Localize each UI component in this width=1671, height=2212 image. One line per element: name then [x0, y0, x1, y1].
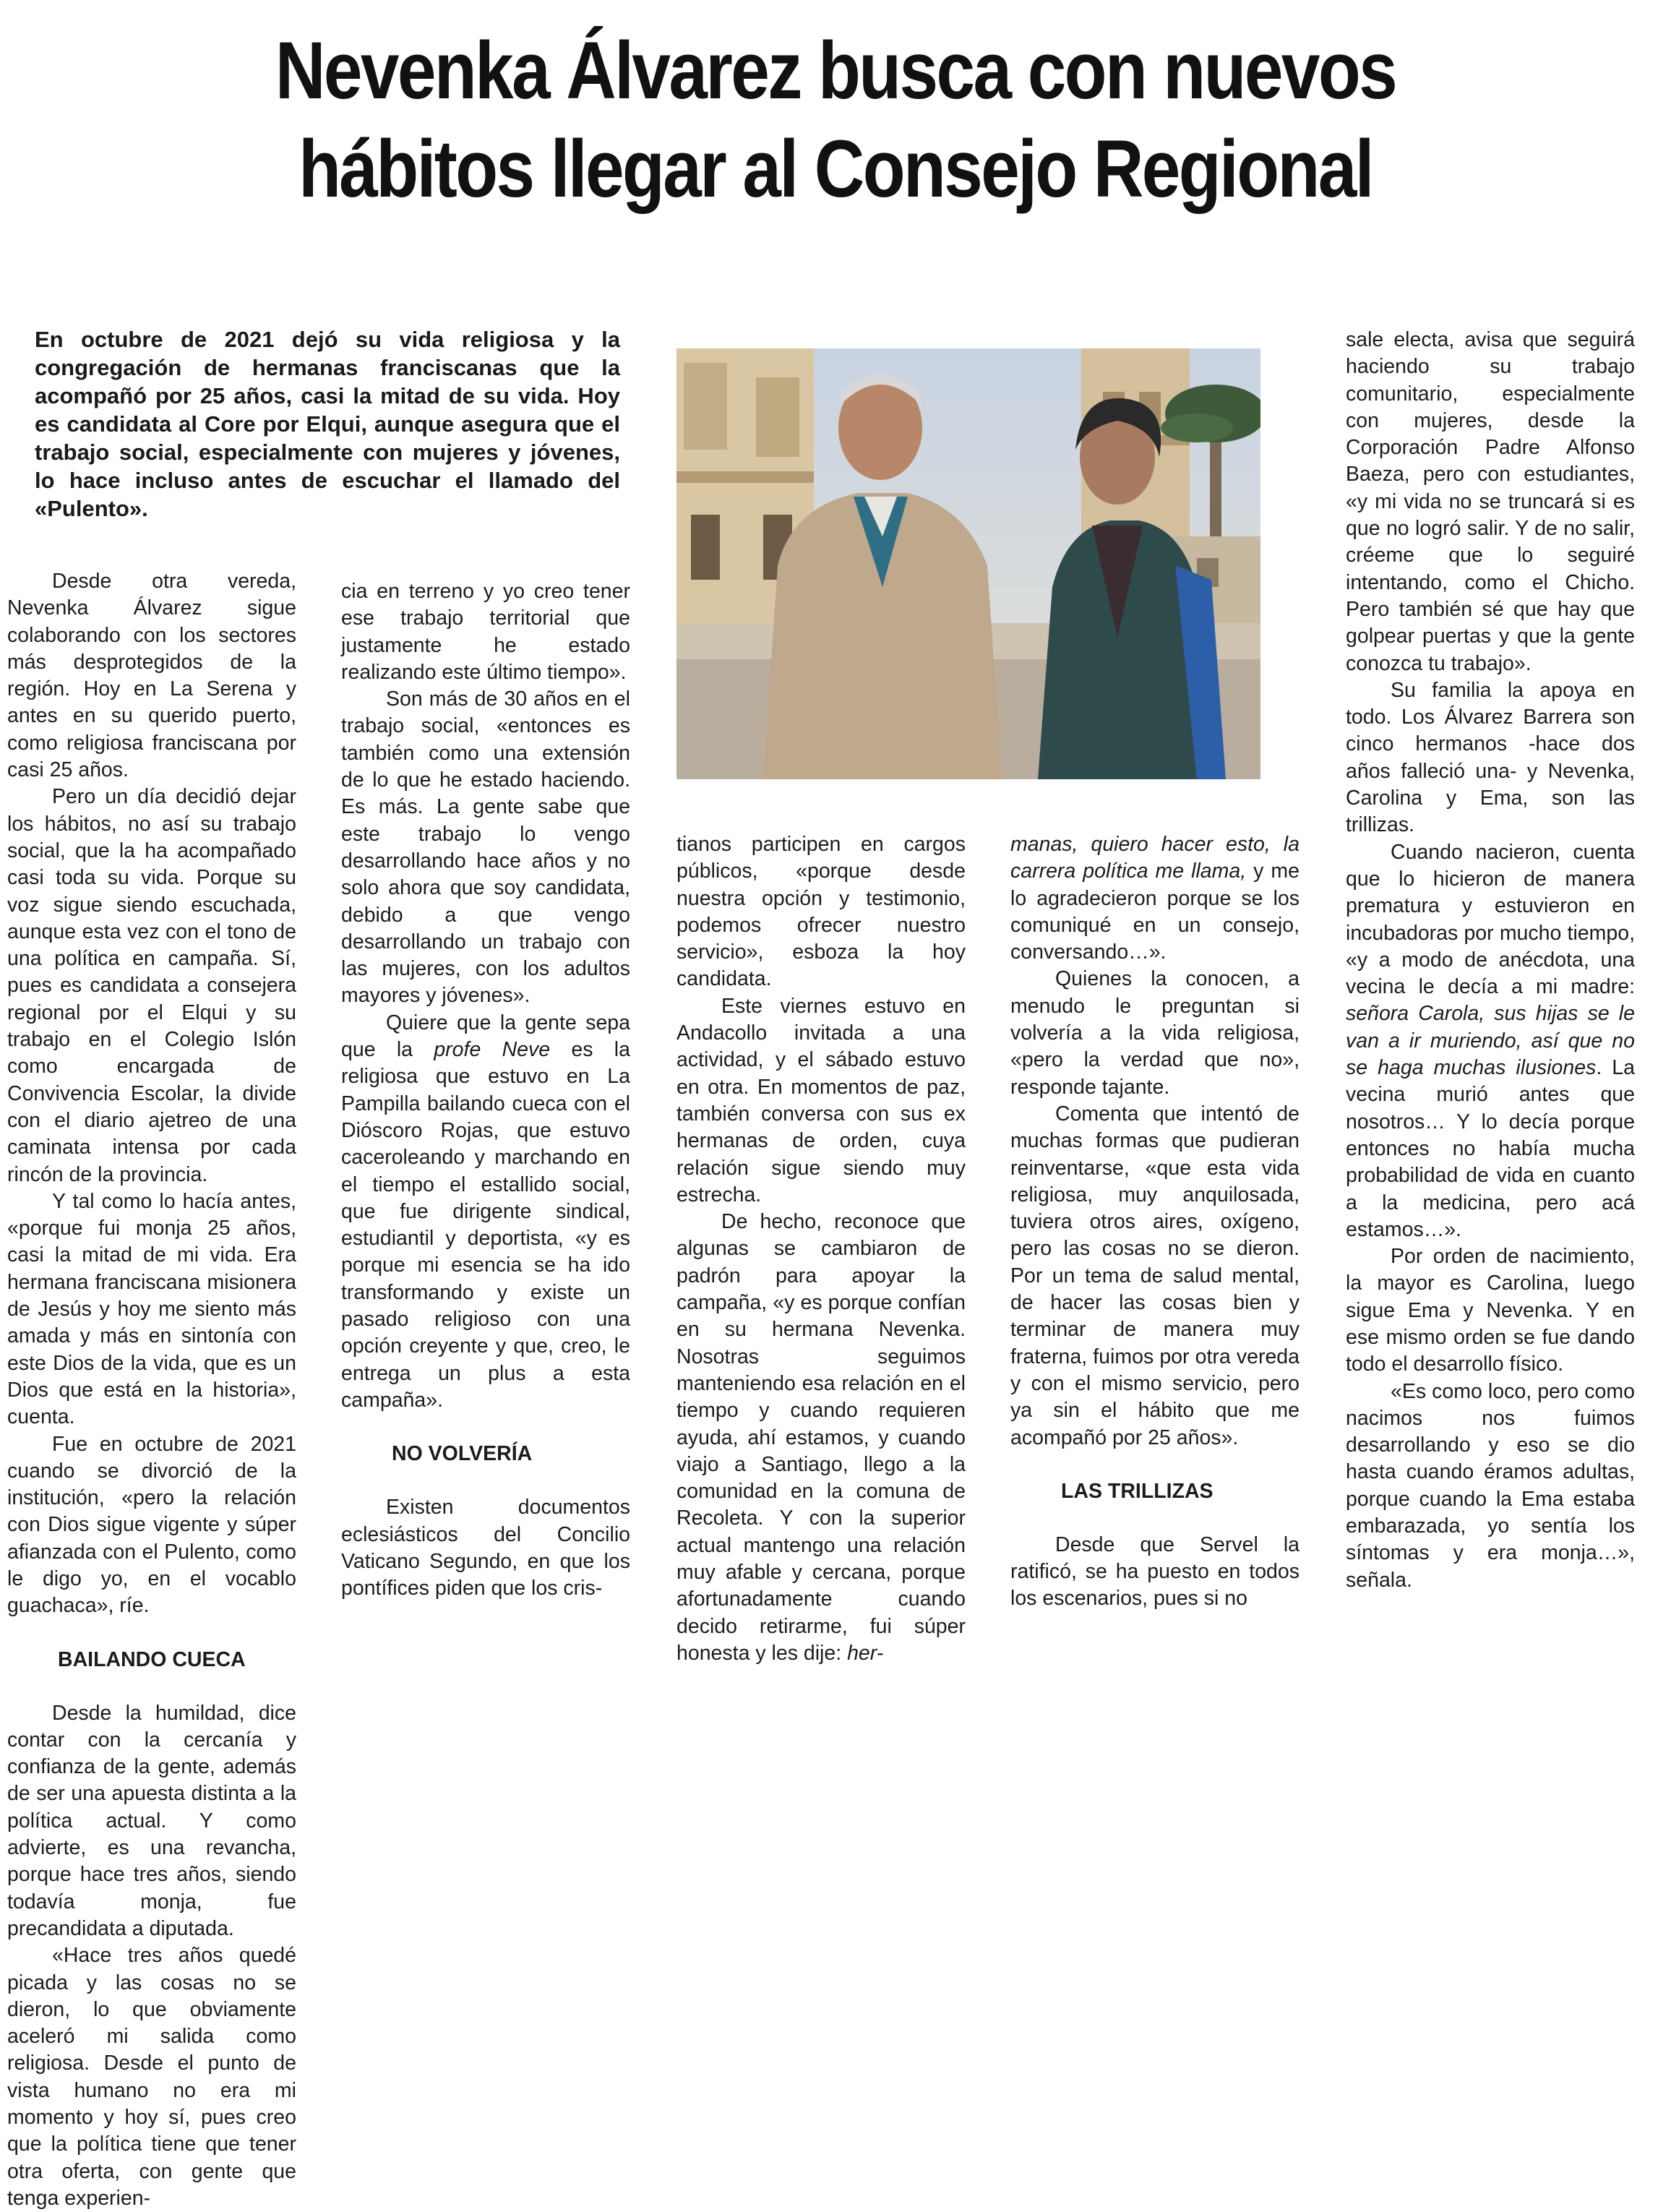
- paragraph: Desde la humildad, dice contar con la cercanía y confianza de la gente, además de ser una apuesta distinta a la política actual. Y como advierte, es una revancha, porque hace tres años, siendo todavía monja, fue precandidata a diputada.: [7, 1701, 296, 1940]
- paragraph: «Es como loco, pero como nacimos nos fuimos desarrollando y eso se dio hasta cuando éramos adultas, porque cuando la Ema estaba embarazada, yo sentía los síntomas y era monja…», señala.: [1346, 1379, 1635, 1592]
- paragraph: Desde que Servel la ratificó, se ha puesto en todos los escenarios, pues si no: [1010, 1532, 1300, 1611]
- text-run: . La vecina murió antes que nosotros… Y lo decía porque entonces no había mucha probabilidad de vida en cuanto a la medicina, pero acá estamos…».: [1346, 1056, 1635, 1241]
- paragraph: Este viernes estuvo en Andacollo invitada a una actividad, y el sábado estuvo en otra. En momentos de paz, también conversa con sus ex hermanas de orden, cuya relación sigue siendo muy estrecha.: [676, 994, 966, 1206]
- paragraph: Fue en octubre de 2021 cuando se divorció de la institución, «pero la relación con Dios sigue vigente y súper afianzada con el Pulento, como le digo yo, en el vocablo guachaca», ríe.: [7, 1432, 296, 1618]
- photo-two-people-in-plaza-icon: [676, 348, 1260, 779]
- column-3: [676, 831, 966, 1667]
- paragraph: [341, 1010, 630, 1414]
- paragraph: Por orden de nacimiento, la mayor es Carolina, luego sigue Ema y Nevenka. Y en ese mismo orden se fue dando todo el desarrollo físico.: [1346, 1245, 1635, 1376]
- headline-line-2: hábitos llegar al Consejo Regional: [298, 124, 1373, 214]
- paragraph: cia en terreno y yo creo tener ese trabajo territorial que justamente he estado realizando este último tiempo».: [341, 580, 630, 684]
- subheading-no-volveria: NO VOLVERÍA: [392, 1442, 533, 1466]
- text-run: Cuando nacieron, cuenta que lo hicieron de manera prematura y estuvieron en incubadoras por mucho tiempo, «y a modo de anécdota, una vecina le decía a mi madre:: [1346, 840, 1635, 999]
- paragraph: Desde otra vereda, Nevenka Álvarez sigue colaborando con los sectores más desprotegidos de la región. Hoy en La Serena y antes en su querido puerto, como religiosa franciscana por casi 25 años.: [7, 570, 296, 782]
- paragraph: Y tal como lo hacía antes, «porque fui monja 25 años, casi la mitad de mi vida. Era hermana franciscana misionera de Jesús y hoy me siento más amada y más en sintonía con este Dios de la vida, que es un Dios que está en la historia», cuenta.: [7, 1189, 296, 1429]
- italic-text: her-: [847, 1641, 884, 1665]
- column-1: [7, 568, 296, 2212]
- paragraph: [676, 1209, 966, 1667]
- lead-paragraph: En octubre de 2021 dejó su vida religiosa y la congregación de hermanas franciscanas que la acompañó por 25 años, casi la mitad de su vida. Hoy es candidata al Core por Elqui, aunque asegura que el trabajo social, especialmente con mujeres y jóvenes, lo hace incluso antes de escuchar el llamado del «Pulento».: [35, 327, 620, 521]
- headline: [117, 22, 1554, 218]
- paragraph: Su familia la apoya en todo. Los Álvarez Barrera son cinco hermanos -hace dos años falleció una- y Nevenka, Carolina y Ema, son las trillizas.: [1346, 678, 1635, 837]
- paragraph: «Hace tres años quedé picada y las cosas no se dieron, lo que obviamente aceleró mi salida como religiosa. Desde el punto de vista humano no era mi momento y hoy sí, pues creo que la política tiene que tener otra oferta, con gente que tenga experien-: [7, 1944, 296, 2210]
- column-2: [341, 578, 630, 1602]
- italic-text: señora Carola, sus hijas se le van a ir muriendo, así que no se haga muchas ilusiones: [1346, 1002, 1635, 1080]
- article-photo: [676, 348, 1260, 779]
- paragraph: Existen documentos eclesiásticos del Concilio Vaticano Segundo, en que los pontífices piden que los cris-: [341, 1496, 630, 1600]
- paragraph: Pero un día decidió dejar los hábitos, no así su trabajo social, que la ha acompañado casi toda su vida. Porque su voz sigue siendo escuchada, aunque esta vez con el tono de una política en campaña. Sí, pues es candidata a consejera regional por el Elqui y su trabajo en el Colegio Islón como encargada de Convivencia Escolar, la divide con el diario ajetreo de una caminata intensa por cada rincón de la provincia.: [7, 785, 296, 1186]
- paragraph: Comenta que intentó de muchas formas que pudieran reinventarse, «que esta vida religiosa, muy anquilosada, tuviera otros aires, oxígeno, pero las cosas no se dieron. Por un tema de salud mental, de hacer las cosas bien y terminar de manera muy fraterna, fuimos por otra vereda y con el mismo servicio, pero ya sin el hábito que me acompañó por 25 años».: [1010, 1102, 1300, 1449]
- italic-text: manas, quiero hacer esto, la carrera política me llama,: [1010, 833, 1300, 883]
- paragraph: [1010, 831, 1300, 966]
- paragraph: sale electa, avisa que seguirá haciendo su trabajo comunitario, especialmente con mujeres, desde la Corporación Padre Alfonso Baeza, pero con estudiantes, «y mi vida no se truncará si es que no logró salir. Y de no salir, créeme que lo seguiré intentando, como el Chicho. Pero también sé que hay que golpear puertas y que la gente conozca tu trabajo».: [1346, 328, 1635, 675]
- paragraph: tianos participen en cargos públicos, «porque desde nuestra opción y testimonio, podemos ofrecer nuestro servicio», esboza la hoy candidata.: [676, 833, 966, 991]
- paragraph: [1346, 839, 1635, 1243]
- italic-text: profe Neve: [434, 1038, 551, 1062]
- headline-line-1: Nevenka Álvarez busca con nuevos: [275, 25, 1396, 116]
- text-run: es la religiosa que estuvo en La Pampilla bailando cueca con el Dióscoro Rojas, que estuvo caceroleando y marchando en el tiempo el estallido social, que fue dirigente sindical, estudiantil y deportista, «y es porque mi esencia se ha ido transformando y existe un pasado religioso con una opción creyente y que, creo, le entrega un plus a esta campaña».: [341, 1038, 630, 1412]
- paragraph: Son más de 30 años en el trabajo social, «entonces es también como una extensión de lo que he estado haciendo. Es más. La gente sabe que este trabajo lo vengo desarrollando hace años y no solo ahora que soy candidata, debido a que vengo desarrollando un trabajo con las mujeres, con los adultos mayores y jóvenes».: [341, 687, 630, 1008]
- text-run: Quiere que la gente sepa que la: [341, 1011, 630, 1062]
- column-4: [1010, 831, 1300, 1613]
- subheading-las-trillizas: LAS TRILLIZAS: [1061, 1479, 1213, 1503]
- text-run: De hecho, reconoce que algunas se cambiaron de padrón para apoyar la campaña, «y es porque confían en su hermana Nevenka. Nosotras seguimos manteniendo esa relación en el tiempo y cuando requieren ayuda, ahí estamos, y cuando viajo a Santiago, llego a la comunidad en la comuna de Recoleta. Y con la superior actual mantengo una relación muy afable y cercana, porque afortunadamente cuando decido retirarme, fui súper honesta y les dije:: [676, 1210, 966, 1665]
- column-5: [1346, 327, 1635, 1594]
- paragraph: Quienes la conocen, a menudo le preguntan si volvería a la vida religiosa, «pero la verdad que no», responde tajante.: [1010, 967, 1300, 1099]
- subheading-bailando-cueca: BAILANDO CUECA: [58, 1647, 246, 1671]
- text-run: y me lo agradecieron porque se los comuniqué en un consejo, conversando…».: [1010, 859, 1300, 964]
